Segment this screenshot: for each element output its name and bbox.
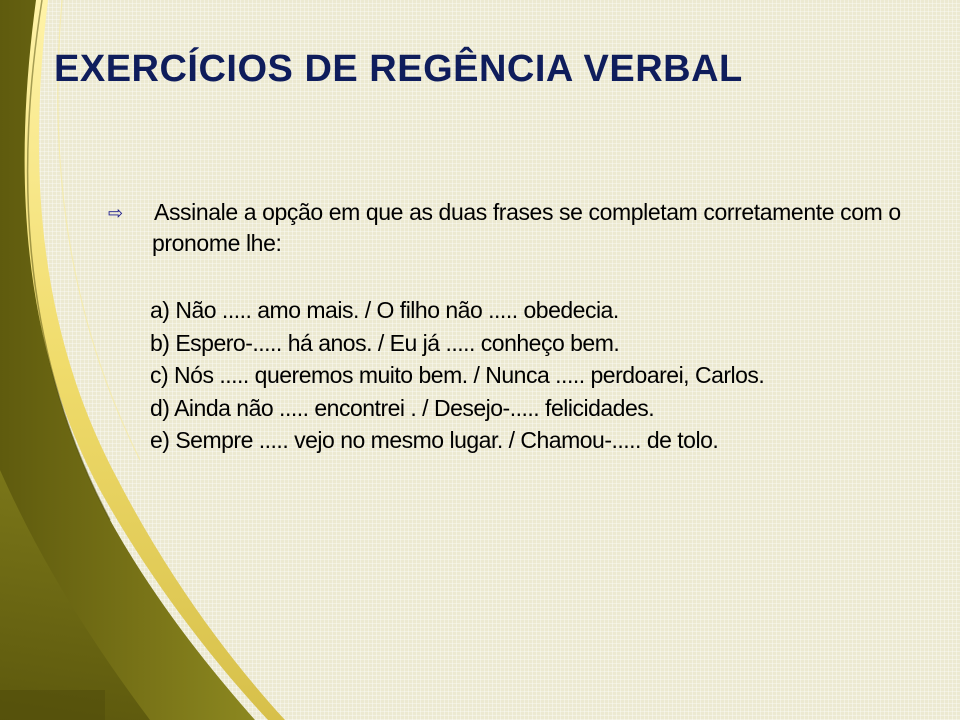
option-d: d) Ainda não ..... encontrei . / Desejo-..... felicidades.	[150, 394, 655, 421]
option-e: e) Sempre ..... vejo no mesmo lugar. / Chamou-..... de tolo.	[150, 427, 719, 453]
instruction	[108, 197, 912, 258]
slide-title: EXERCÍCIOS DE REGÊNCIA VERBAL	[54, 48, 743, 90]
option-a: a) Não ..... amo mais. / O filho não ..... obedecia.	[150, 297, 619, 323]
bottom-dark-corner	[0, 690, 105, 720]
answer-options	[150, 294, 764, 457]
arrow-right-outline-icon: ⇨	[108, 203, 123, 223]
option-c: c) Nós ..... queremos muito bem. / Nunca ..... perdoarei, Carlos.	[150, 362, 765, 388]
option-b: b) Espero-..... há anos. / Eu já ..... conheço bem.	[150, 329, 620, 356]
instruction-text: Assinale a opção em que as duas frases se completam corretamente com o pronome lhe:	[152, 199, 901, 256]
